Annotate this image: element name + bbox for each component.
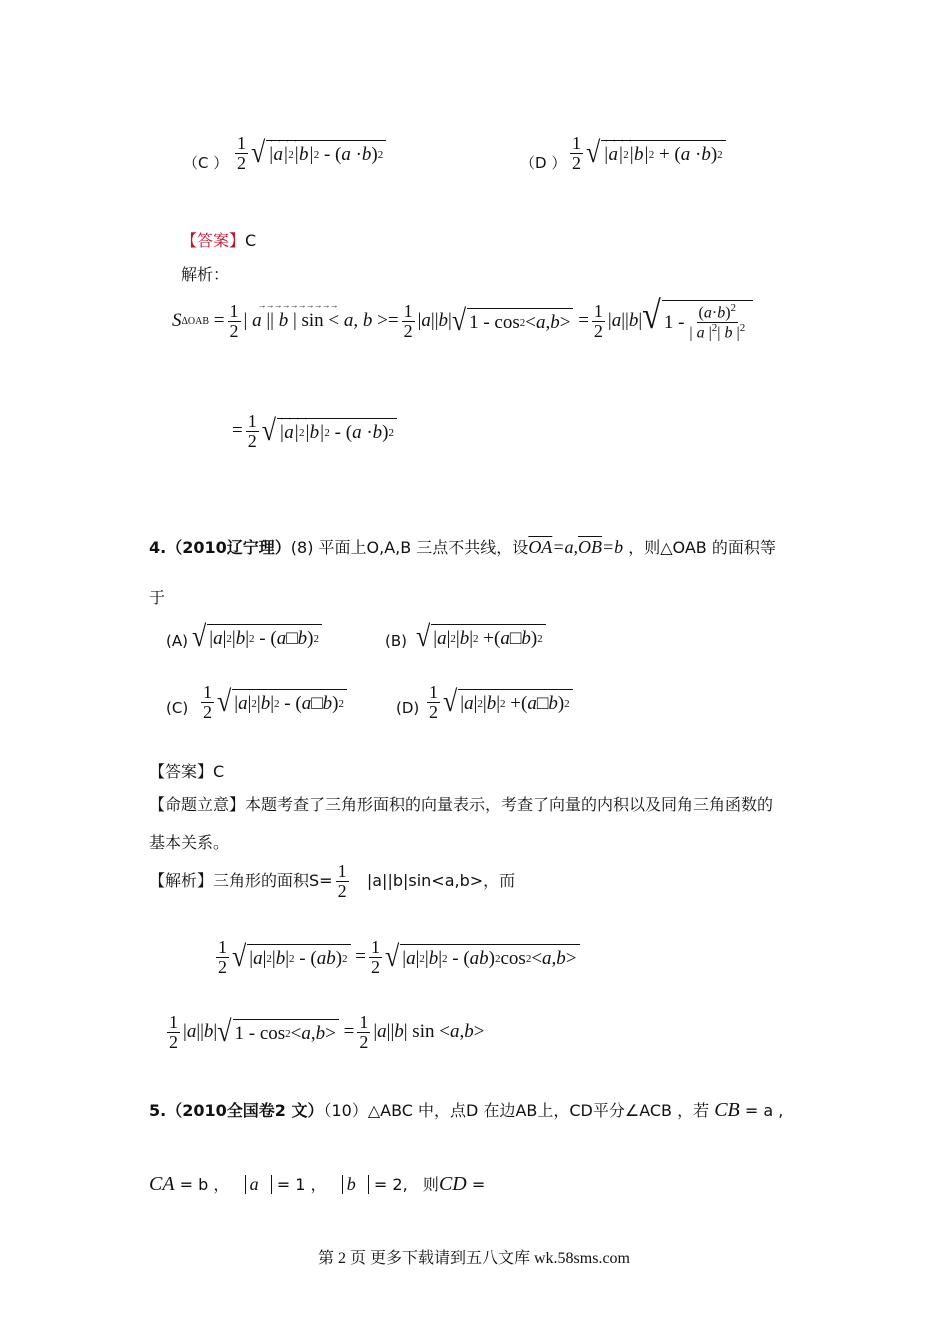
q5-qnum: （10） [323,1101,368,1120]
q4-option-a-label: (A) [166,632,188,650]
q5-abs-a: a [249,1174,259,1194]
q5-eq-abs-a: = 1 ， [276,1175,327,1194]
q5-eq-abs-b: = 2, [373,1175,408,1194]
q4-option-c-formula: $\frac{1}{2}$ √ | a | 2 | b | 2 - ( a □ b ) 2 [198,683,347,722]
q3-option-c-formula: $\frac{1}{2}$ √ →→→→ |a| 2 |b| 2 - ( a · b ) 2 [232,134,386,173]
q5-vector-ca: CA [149,1173,175,1195]
q4-intent-text: 本题考查了三角形面积的向量表示，考查了向量的内积以及同角三角函数的 [245,795,774,814]
q4-option-b-label: (B) [385,632,407,650]
q4-eq-a: =a, [552,537,578,557]
q3-derivation-line-2: = $\frac{1}{2}$ √ →→→→ |a| 2 |b| 2 - ( a · b ) 2 [232,412,397,451]
q5-source: （2010全国卷2 文） [166,1101,324,1120]
q5-stem-line-2 [149,1172,485,1196]
page-footer: 第 2 页 更多下载请到五八文库 wk.58sms.com [318,1250,631,1267]
q4-stem-wrap: 于 [149,588,166,607]
q4-analysis: 【解析】三角形的面积S= $\frac{1}{2}$ |a||b|sin<a,b>，而 [149,861,516,901]
q5-vector-cb: CB [714,1099,740,1121]
q3-option-d-formula: $\frac{1}{2}$ √ →→→→ |a| 2 |b| 2 + ( a · b ) 2 [567,134,726,173]
q5-vector-cd: CD [438,1173,467,1195]
q4-answer-label: 【答案】 [149,762,214,781]
q4-option-d-label: (D) [396,699,420,717]
q4-intent-wrap: 基本关系。 [149,833,230,852]
q4-derivation-line-1: $\frac{1}{2}$ √ | a | 2 | b | 2 - ( ab ) 2 = $\frac{1}{2}$ √ | a | 2 | b | 2 - ( ab ) 2 cos 2 < a , b > [213,938,580,977]
q5-then: 则 [422,1175,439,1194]
q4-analysis-tail: |a||b|sin<a,b>，而 [366,870,516,890]
q5-stem-text: △ABC 中，点D 在边AB上，CD平分∠ACB ，若 [367,1101,710,1120]
q3-option-c-label: （C ） [183,154,229,172]
q4-intent [149,792,773,815]
q3-answer-value: C [245,231,257,250]
q4-stem [149,535,776,558]
q4-source: （2010辽宁理） [166,538,291,557]
q3-analysis-label: 解析： [181,265,230,284]
q4-stem-text: 平面上O,A,B 三点不共线，设 [318,538,529,557]
q4-answer-value: C [213,762,225,781]
q4-intent-label: 【命题立意】 [149,795,246,814]
q4-option-b-formula: √ | a | 2 | b | 2 +( a □ b ) 2 [416,624,546,650]
q4-option-d-formula: $\frac{1}{2}$ √ | a | 2 | b | 2 +( a □ b ) 2 [424,683,573,722]
q4-eq-b: =b [601,537,624,557]
q3-derivation-line-1: S ΔOAB = $\frac{1}{2}$ | a || b | sin < a, b > →→→→→→→→→→ = $\frac{1}{2}$ | a || b | √ 1 - cos 2 < a , b > = $\frac{1}{2}$ | a || b | √ 1 - $\frac{(a\cdot b)^2}{| a |^2| b |^2}$ [172,300,753,342]
q5-eq-ca: = b ， [179,1175,230,1194]
q5-eq-cd: = [471,1175,486,1194]
q4-option-a-formula: √ | a | 2 | b | 2 - ( a □ b ) 2 [192,624,322,650]
q5-abs-b: b [346,1174,356,1194]
q4-analysis-text: 三角形的面积S= [213,870,333,890]
q4-stem-tail: ，则△OAB 的面积等 [628,538,776,557]
q4-vector-oa: $\overline{OA}$ [528,537,553,557]
q4-answer [149,759,224,782]
q4-qnum: (8) [290,538,314,557]
q5-stem [149,1098,783,1122]
q4-derivation-line-2: $\frac{1}{2}$ | a || b | √ 1 - cos 2 < a , b > = $\frac{1}{2}$ | a || b | sin < a , b > [169,1012,485,1052]
q3-answer-bracket: 【答案】 [181,231,246,250]
q3-answer [181,228,256,251]
q5-eq-cb: = a , [744,1101,784,1120]
q3-option-d-label: （D ） [520,154,567,172]
q5-number: 5. [149,1101,167,1120]
q4-analysis-label: 【解析】 [149,870,214,890]
q4-option-c-label: (C) [166,699,189,717]
q4-vector-ob: $\overline{OB}$ [577,537,602,557]
q4-number: 4. [149,538,167,557]
